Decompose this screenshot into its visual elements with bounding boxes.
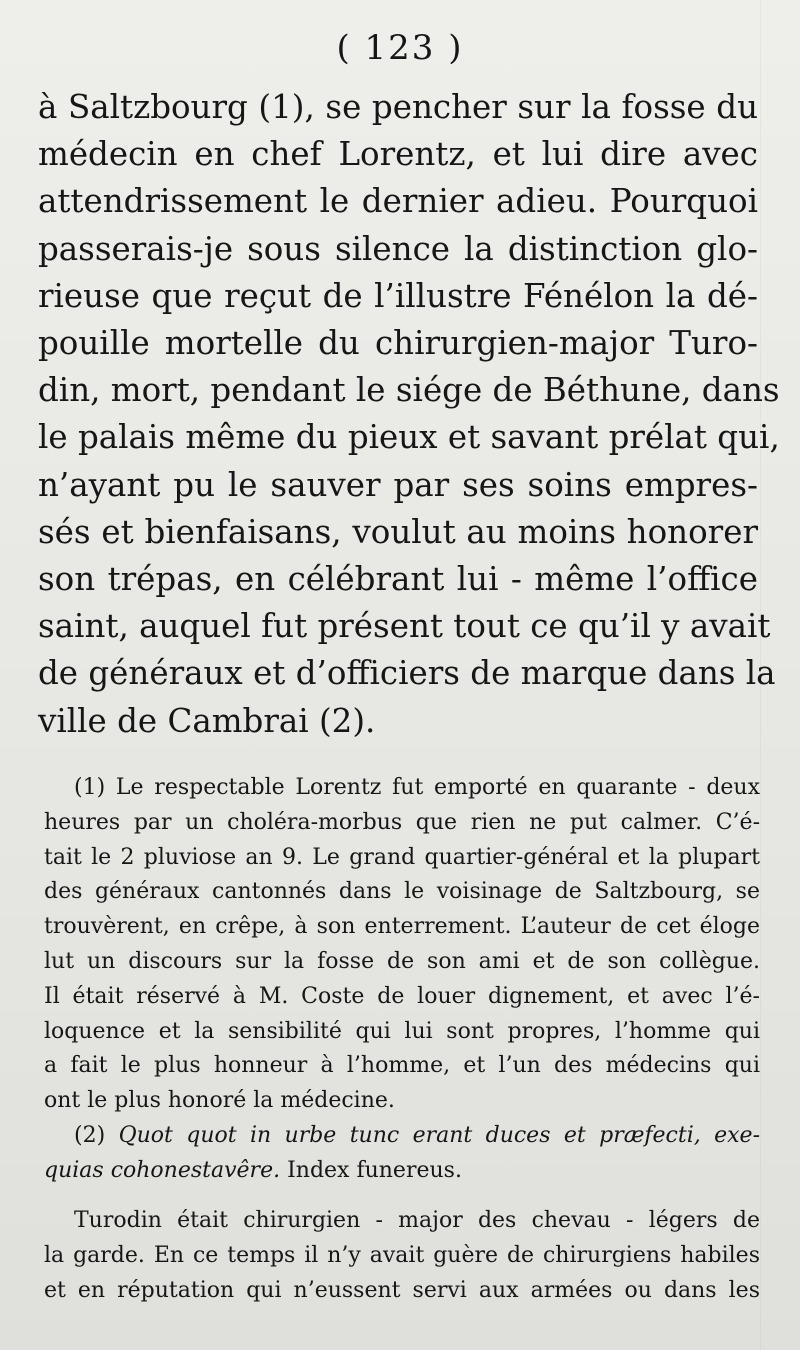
body-line: le palais même du pieux et savant prélat qui,: [38, 418, 780, 457]
continuation-line: Turodin était chirurgien - major des chevau - légers de: [74, 1208, 760, 1233]
body-line: passerais-je sous silence la distinction glo-: [38, 229, 758, 268]
footnotes: [44, 771, 760, 1189]
footnote-line: tait le 2 pluviose an 9. Le grand quartier-général et la plupart: [44, 844, 760, 870]
page-number: ( 123 ): [336, 28, 464, 68]
footnote-line: lut un discours sur la fosse de son ami et de son collègue.: [44, 948, 760, 974]
body-line: ville de Cambrai (2).: [38, 701, 376, 740]
body-line: saint, auquel fut présent tout ce qu’il y avait: [38, 607, 771, 646]
latin-quote: Quot quot in urbe tunc erant duces et præfecti, exe-: [118, 1122, 760, 1148]
source-citation: Index funereus.: [287, 1157, 462, 1183]
body-line: sés et bienfaisans, voulut au moins honorer: [38, 512, 758, 551]
body-line: rieuse que reçut de l’illustre Fénélon la dé-: [38, 276, 758, 315]
latin-quote: quias cohonestavêre.: [44, 1157, 281, 1183]
footnote-marker: (2): [74, 1122, 106, 1148]
continuation-paragraph: [44, 1204, 760, 1308]
body-line: de généraux et d’officiers de marque dans la: [38, 654, 776, 693]
footnote-line: [44, 1119, 760, 1154]
footnote-line: Il était réservé à M. Coste de louer dignement, et avec l’é-: [44, 983, 760, 1009]
footnote-line: (1) Le respectable Lorentz fut emporté en quarante - deux: [74, 775, 760, 800]
footnote-1: [44, 771, 760, 1119]
body-line: n’ayant pu le sauver par ses soins empres-: [38, 465, 758, 504]
main-paragraph: [38, 84, 780, 745]
body-line: son trépas, en célébrant lui - même l’office: [38, 560, 758, 599]
footnote-2: [44, 1119, 760, 1189]
footnote-line: [44, 1154, 760, 1189]
body-line: din, mort, pendant le siége de Béthune, dans: [38, 371, 780, 410]
body-line: médecin en chef Lorentz, et lui dire avec: [38, 135, 758, 174]
continuation-line: la garde. En ce temps il n’y avait guère de chirurgiens habiles: [44, 1242, 760, 1268]
footnote-line: trouvèrent, en crêpe, à son enterrement. L’auteur de cet éloge: [44, 914, 760, 940]
body-line: pouille mortelle du chirurgien-major Turo-: [38, 324, 758, 363]
continuation-line: et en réputation qui n’eussent servi aux armées ou dans les: [44, 1277, 760, 1303]
footnote-line: loquence et la sensibilité qui lui sont propres, l’homme qui: [44, 1018, 760, 1044]
footnote-line: heures par un choléra-morbus que rien ne put calmer. C’é-: [44, 809, 760, 835]
footnote-line: ont le plus honoré la médecine.: [44, 1088, 395, 1114]
footnote-line: a fait le plus honneur à l’homme, et l’un des médecins qui: [44, 1053, 760, 1079]
footnote-line: des généraux cantonnés dans le voisinage de Saltzbourg, se: [44, 879, 760, 905]
body-line: à Saltzbourg (1), se pencher sur la fosse du: [38, 88, 758, 126]
body-line: attendrissement le dernier adieu. Pourquoi: [38, 182, 758, 221]
